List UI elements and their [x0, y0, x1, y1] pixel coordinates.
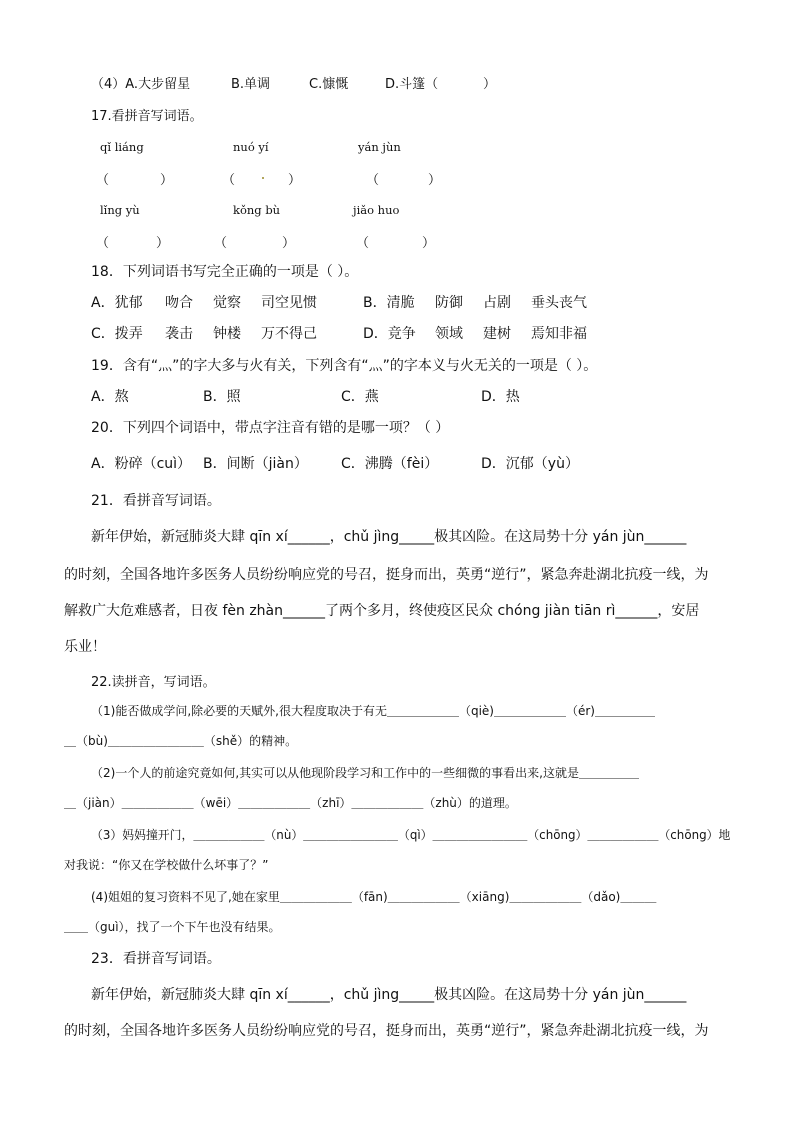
q17-answer-2-close: ）: [288, 173, 302, 188]
q22-item-4-a: (4)姐姐的复习资料不见了,她在家里＿＿＿＿＿＿（fān)＿＿＿＿＿＿（xiāng)＿＿＿＿＿＿（dǎo)＿＿＿: [91, 890, 657, 904]
q17-pinyin-6: jiǎo huo: [353, 203, 400, 217]
q16-option-a: （4）A.大步留星: [91, 77, 191, 92]
q17-pinyin-3: yán jùn: [358, 140, 401, 154]
q18-d-1: D．竞争: [363, 326, 416, 342]
q18-c-3: 钟楼: [213, 326, 241, 342]
q22-item-4-b: ＿＿（guì），找了一个下午也没有结果。: [64, 920, 281, 934]
q21-line-1: 新年伊始，新冠肺炎大肆 qīn xí______，chǔ jìng_____极其凶险。在这局势十分 yán jùn______: [91, 529, 687, 545]
q18-c-4: 万不得己: [261, 326, 317, 342]
q18-b-3: 占剧: [483, 295, 511, 311]
q22-item-1-b: ＿（bù)＿＿＿＿＿＿＿＿（shě）的精神。: [64, 734, 298, 748]
q22-item-3-b: 对我说：“你又在学校做什么坏事了？”: [64, 858, 269, 872]
q22-title: 22.读拼音，写词语。: [91, 675, 216, 690]
q18-a-4: 司空见惯: [261, 295, 317, 311]
q17-answer-5-close: ）: [282, 236, 296, 251]
q20-option-a: A．粉碎（cuì）: [91, 456, 192, 472]
q17-answer-4-close: ）: [156, 236, 170, 251]
q17-answer-3-open: （: [366, 173, 380, 188]
q18-a-1: A．犹郁: [91, 295, 143, 311]
q23-line-2: 的时刻，全国各地许多医务人员纷纷响应党的号召，挺身而出，英勇“逆行”，紧急奔赴湖北抗疫一线，为: [64, 1023, 709, 1039]
q17-pinyin-2: nuó yí: [233, 140, 269, 154]
q17-pinyin-5: kǒng bù: [233, 203, 281, 217]
stray-dot: [262, 177, 264, 179]
q17-answer-1-close: ）: [160, 173, 174, 188]
q19-option-a: A．熬: [91, 389, 129, 405]
q18-b-2: 防御: [435, 295, 463, 311]
q22-item-2-a: （2)一个人的前途究竟如何,其实可以从他现阶段学习和工作中的一些细微的事看出来,这就是＿＿＿＿＿: [91, 766, 639, 780]
q21-line-3: 解救广大危难感者，日夜 fèn zhàn______了两个多月，终使疫区民众 chóng jiàn tiān rì______，安居: [64, 603, 700, 619]
q17-title: 17.看拼音写词语。: [91, 109, 203, 124]
q17-pinyin-4: lǐng yù: [100, 203, 140, 217]
q20-title: 20．下列四个词语中，带点字注音有错的是哪一项？（ ）: [91, 420, 450, 436]
q19-option-b: B．照: [203, 389, 241, 405]
q17-answer-2-open: （: [222, 173, 236, 188]
q18-d-2: 领域: [435, 326, 463, 342]
q16-option-c: C.慷慨: [309, 77, 349, 92]
q21-line-2: 的时刻，全国各地许多医务人员纷纷响应党的号召，挺身而出，英勇“逆行”，紧急奔赴湖北抗疫一线，为: [64, 567, 709, 583]
q17-pinyin-1: qǐ liáng: [100, 140, 144, 154]
q18-title: 18．下列词语书写完全正确的一项是（ ）。: [91, 264, 359, 280]
q22-item-3-a: （3）妈妈撞开门，＿＿＿＿＿＿（nù）＿＿＿＿＿＿＿＿（qì）＿＿＿＿＿＿＿＿（chōng）＿＿＿＿＿＿（chōng）地: [91, 828, 731, 842]
q21-line-4: 乐业！: [64, 639, 106, 655]
q18-d-4: 焉知非福: [531, 326, 587, 342]
q23-line-1: 新年伊始，新冠肺炎大肆 qīn xí______，chǔ jìng_____极其凶险。在这局势十分 yán jùn______: [91, 987, 687, 1003]
q20-option-c: C．沸腾（fèi）: [341, 456, 439, 472]
q17-answer-6-close: ）: [422, 236, 436, 251]
q23-title: 23．看拼音写词语。: [91, 951, 221, 967]
q16-option-b: B.单调: [231, 77, 271, 92]
q21-title: 21．看拼音写词语。: [91, 493, 221, 509]
q18-c-2: 袭击: [165, 326, 193, 342]
q17-answer-5-open: （: [214, 236, 228, 251]
q18-c-1: C．拨弄: [91, 326, 143, 342]
q17-answer-1-open: （: [96, 173, 110, 188]
q19-option-d: D．热: [481, 389, 520, 405]
q20-option-d: D．沉郁（yù）: [481, 456, 579, 472]
q18-b-4: 垂头丧气: [531, 295, 587, 311]
q22-item-2-b: ＿（jiàn）＿＿＿＿＿＿（wēi）＿＿＿＿＿＿（zhī）＿＿＿＿＿＿（zhù）的道理。: [64, 796, 517, 810]
q17-answer-6-open: （: [356, 236, 370, 251]
q20-option-b: B．间断（jiàn）: [203, 456, 308, 472]
q18-d-3: 建树: [483, 326, 511, 342]
q18-a-2: 吻合: [165, 295, 193, 311]
q22-item-1-a: （1)能否做成学问,除必要的天赋外,很大程度取决于有无＿＿＿＿＿＿（qiè)＿＿＿＿＿＿（ér)＿＿＿＿＿: [91, 704, 655, 718]
q17-answer-3-close: ）: [428, 173, 442, 188]
q19-option-c: C．燕: [341, 389, 379, 405]
q16-paren-close: ）: [483, 77, 497, 92]
q18-a-3: 觉察: [213, 295, 241, 311]
q16-option-d: D.斗篷（: [385, 77, 439, 92]
q17-answer-4-open: （: [96, 236, 110, 251]
q19-title: 19．含有“灬”的字大多与火有关，下列含有“灬”的字本义与火无关的一项是（ ）。: [91, 358, 598, 374]
q18-b-1: B．清脆: [363, 295, 415, 311]
